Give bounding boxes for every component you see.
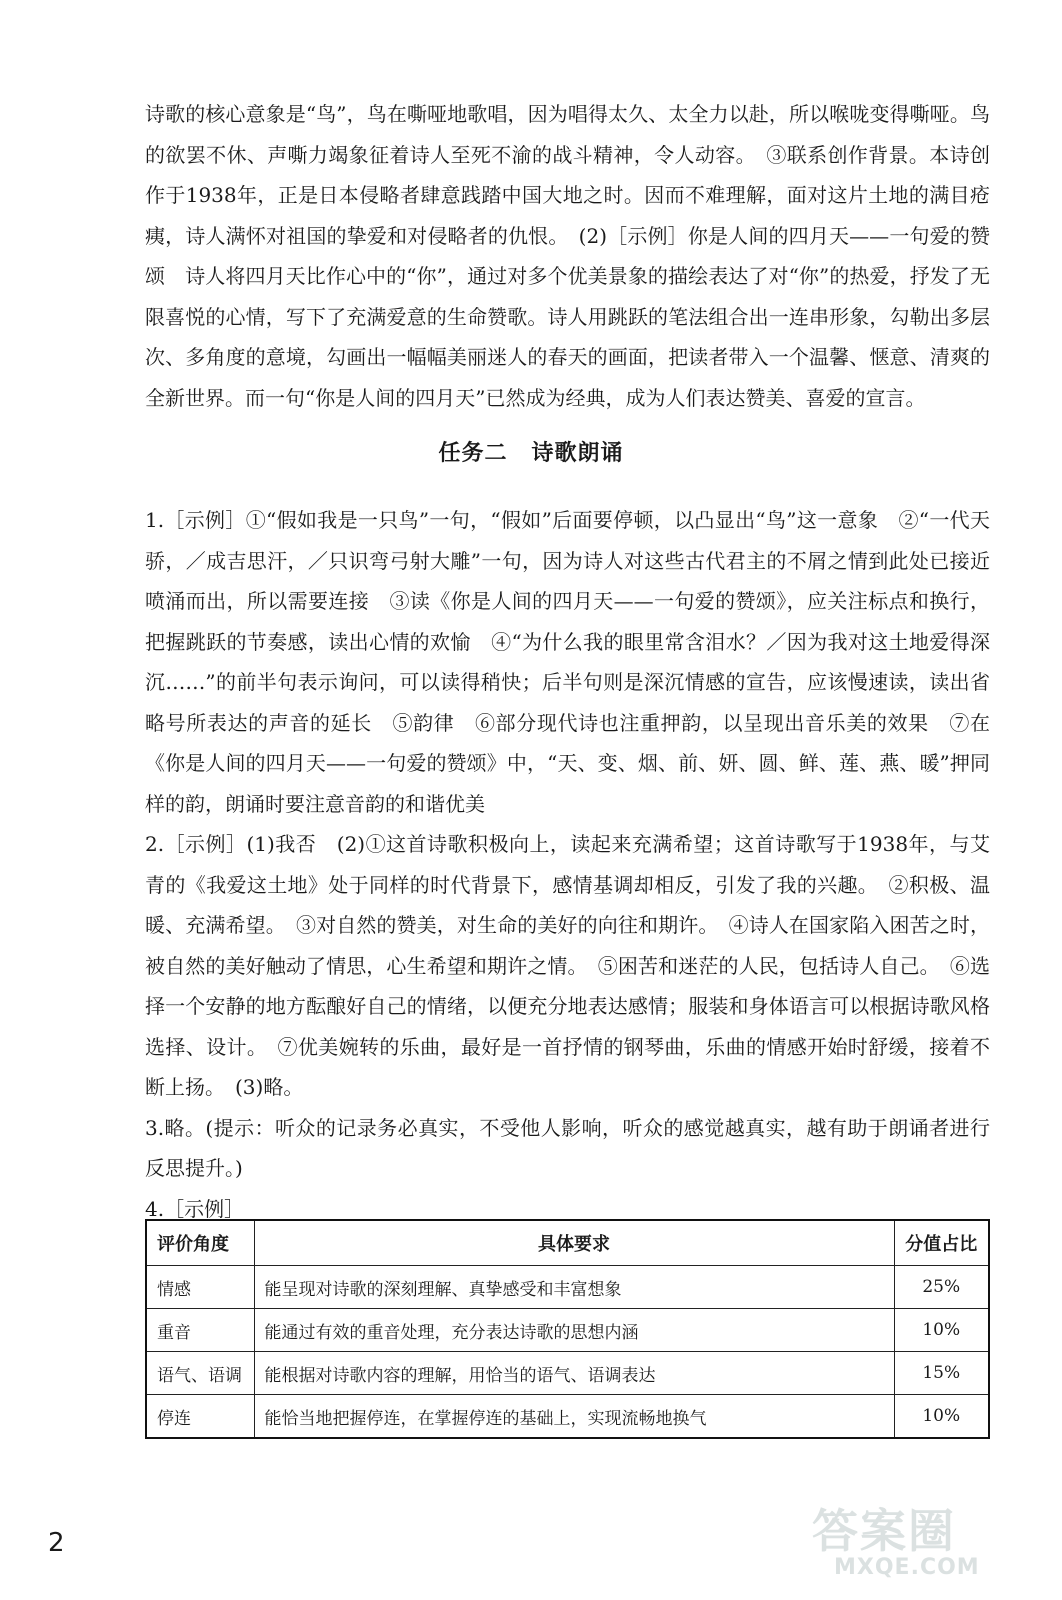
table-cell-angle: 情感 <box>146 1266 254 1309</box>
header-angle: 评价角度 <box>146 1220 254 1266</box>
table-cell-requirement: 能呈现对诗歌的深刻理解、真挚感受和丰富想象 <box>254 1266 894 1309</box>
header-requirements: 具体要求 <box>254 1220 894 1266</box>
section-title-part1: 任务二 <box>438 441 508 466</box>
table-cell-requirement: 能根据对诗歌内容的理解，用恰当的语气、语调表达 <box>254 1352 894 1395</box>
table-row <box>146 1266 989 1309</box>
table-cell-angle: 停连 <box>146 1395 254 1439</box>
evaluation-table-wrap <box>145 1219 990 1439</box>
task-item-3: 3.略。(提示：听众的记录务必真实，不受他人影响，听众的感觉越真实，越有助于朗诵者进行反思提升。) <box>145 1115 990 1180</box>
section-title-part2: 诗歌朗诵 <box>531 441 624 466</box>
evaluation-table <box>145 1219 990 1439</box>
watermark-bottom: MXQE.COM <box>834 1555 980 1580</box>
table-cell-score: 10% <box>894 1309 989 1352</box>
page-number: 2 <box>48 1528 65 1558</box>
task-item-2: 2.［示例］(1)我否 (2)①这首诗歌积极向上，读起来充满希望；这首诗歌写于1938年，与艾青的《我爱这土地》处于同样的时代背景下，感情基调却相反，引发了我的兴趣。 ②积极、温暖、充满希望。 ③对自然的赞美，对生命的美好的向往和期许。 ④诗人在国家陷入困苦之时，被自然的美好触动了情思，心生希望和期许之情。 ⑤困苦和迷茫的人民，包括诗人自己。 ⑥选择一个安静的地方酝酿好自己的情绪，以便充分地表达感情；服装和身体语言可以根据诗歌风格选择、设计。 ⑦优美婉转的乐曲，最好是一首抒情的钢琴曲，乐曲的情感开始时舒缓，接着不断上扬。 (3)略。 <box>145 832 990 1099</box>
watermark-top: 答案圈 <box>812 1504 956 1558</box>
task-item-4: 4.［示例］ <box>145 1196 245 1221</box>
table-cell-score: 10% <box>894 1395 989 1439</box>
intro-paragraph: 诗歌的核心意象是“鸟”，鸟在嘶哑地歌唱，因为唱得太久、太全力以赴，所以喉咙变得嘶哑。鸟的欲罢不休、声嘶力竭象征着诗人至死不渝的战斗精神，令人动容。 ③联系创作背景。本诗创作于1938年，正是日本侵略者肆意践踏中国大地之时。因而不难理解，面对这片土地的满目疮痍，诗人满怀对祖国的挚爱和对侵略者的仇恨。 (2)［示例］你是人间的四月天——一句爱的赞颂 诗人将四月天比作心中的“你”，通过对多个优美景象的描绘表达了对“你”的热爱，抒发了无限喜悦的心情，写下了充满爱意的生命赞歌。诗人用跳跃的笔法组合出一连串形象，勾勒出多层次、多角度的意境，勾画出一幅幅美丽迷人的春天的画面，把读者带入一个温馨、惬意、清爽的全新世界。而一句“你是人间的四月天”已然成为经典，成为人们表达赞美、喜爱的宣言。 <box>145 102 990 410</box>
table-row <box>146 1395 989 1439</box>
table-row <box>146 1352 989 1395</box>
watermark-logo <box>812 1495 1022 1595</box>
intro-paragraph-block <box>145 94 990 418</box>
table-cell-requirement: 能通过有效的重音处理，充分表达诗歌的思想内涵 <box>254 1309 894 1352</box>
table-header-row <box>146 1220 989 1266</box>
header-score: 分值占比 <box>894 1220 989 1266</box>
section-title <box>0 436 1062 467</box>
table-cell-score: 15% <box>894 1352 989 1395</box>
table-cell-requirement: 能恰当地把握停连，在掌握停连的基础上，实现流畅地换气 <box>254 1395 894 1439</box>
task-items <box>145 500 990 1229</box>
table-cell-score: 25% <box>894 1266 989 1309</box>
table-row <box>146 1309 989 1352</box>
task-item-1: 1.［示例］①“假如我是一只鸟”一句，“假如”后面要停顿，以凸显出“鸟”这一意象 ②“一代天骄，／成吉思汗，／只识弯弓射大雕”一句，因为诗人对这些古代君主的不屑之情到此处已接近喷涌而出，所以需要连接 ③读《你是人间的四月天——一句爱的赞颂》，应关注标点和换行，把握跳跃的节奏感，读出心情的欢愉 ④“为什么我的眼里常含泪水？／因为我对这土地爱得深沉……”的前半句表示询问，可以读得稍快；后半句则是深沉情感的宣告，应该慢速读，读出省略号所表达的声音的延长 ⑤韵律 ⑥部分现代诗也注重押韵，以呈现出音乐美的效果 ⑦在《你是人间的四月天——一句爱的赞颂》中，“天、变、烟、前、妍、圆、鲜、莲、燕、暖”押同样的韵，朗诵时要注意音韵的和谐优美 <box>145 508 990 816</box>
table-cell-angle: 重音 <box>146 1309 254 1352</box>
table-cell-angle: 语气、语调 <box>146 1352 254 1395</box>
